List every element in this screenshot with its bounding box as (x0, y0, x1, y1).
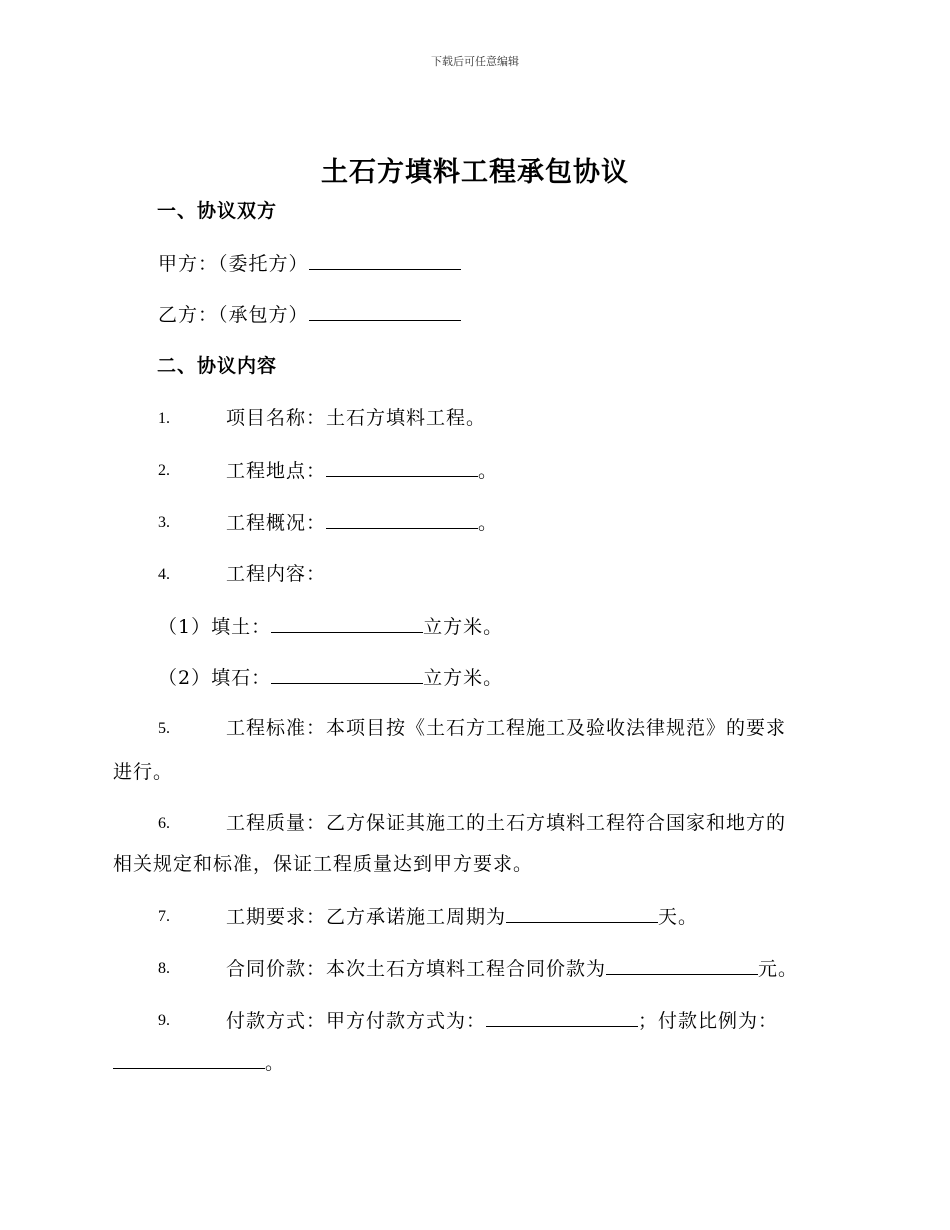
item-number: 2. (158, 462, 170, 479)
overview-suffix: 。 (478, 512, 499, 534)
payment-suffix: 。 (265, 1052, 286, 1074)
fill-soil-suffix: 立方米。 (423, 616, 504, 638)
item-project-name: 项目名称：土石方填料工程。 (226, 407, 487, 429)
item-quality-line2: 相关规定和标准，保证工程质量达到甲方要求。 (113, 853, 534, 875)
location-label: 工程地点： (226, 460, 327, 482)
price-label: 合同价款：本次土石方填料工程合同价款为 (226, 958, 607, 980)
fill-stone-label: （2）填石： (158, 667, 272, 689)
item-number: 3. (158, 514, 170, 531)
header-note: 下载后可任意编辑 (431, 55, 519, 68)
item-schedule (226, 904, 698, 929)
payment-method-blank[interactable] (486, 1008, 638, 1027)
fill-stone-suffix: 立方米。 (423, 667, 504, 689)
party-a-blank[interactable] (309, 251, 461, 270)
item-location (226, 458, 498, 483)
location-suffix: 。 (478, 460, 499, 482)
party-a-label: 甲方：（委托方） (158, 253, 309, 275)
fill-soil-label: （1）填土： (158, 616, 272, 638)
schedule-label: 工期要求：乙方承诺施工周期为 (226, 906, 507, 928)
party-b-label: 乙方：（承包方） (158, 304, 309, 326)
item-number: 1. (158, 410, 170, 427)
document-title: 土石方填料工程承包协议 (321, 157, 629, 188)
item-number: 4. (158, 566, 170, 583)
item-work-content: 工程内容： (226, 563, 327, 585)
price-suffix: 元。 (758, 958, 799, 980)
schedule-suffix: 天。 (658, 906, 699, 928)
item-standard-line2: 进行。 (113, 761, 174, 783)
payment-ratio-blank[interactable] (113, 1050, 265, 1069)
sub-item-fill-soil (158, 614, 503, 639)
item-number: 8. (158, 960, 170, 977)
item-price (226, 956, 798, 981)
item-payment-line1 (226, 1008, 778, 1033)
item-standard-line1: 工程标准：本项目按《土石方工程施工及验收法律规范》的要求 (226, 717, 787, 739)
sub-item-fill-stone (158, 665, 503, 690)
party-a-line (158, 251, 461, 276)
item-number: 9. (158, 1012, 170, 1029)
section-heading-content: 二、协议内容 (157, 355, 278, 377)
item-number: 5. (158, 720, 170, 737)
party-b-line (158, 302, 461, 327)
payment-ratio-label: ；付款比例为： (638, 1010, 779, 1032)
schedule-blank[interactable] (506, 904, 658, 923)
fill-soil-blank[interactable] (271, 614, 423, 633)
item-payment-line2 (113, 1050, 285, 1075)
overview-label: 工程概况： (226, 512, 327, 534)
section-heading-parties: 一、协议双方 (157, 200, 278, 222)
overview-blank[interactable] (326, 510, 478, 529)
party-b-blank[interactable] (309, 302, 461, 321)
item-overview (226, 510, 498, 535)
location-blank[interactable] (326, 458, 478, 477)
payment-label: 付款方式：甲方付款方式为： (226, 1010, 487, 1032)
item-quality-line1: 工程质量：乙方保证其施工的土石方填料工程符合国家和地方的 (226, 812, 787, 834)
item-number: 6. (158, 815, 170, 832)
fill-stone-blank[interactable] (271, 665, 423, 684)
item-number: 7. (158, 908, 170, 925)
price-blank[interactable] (606, 956, 758, 975)
